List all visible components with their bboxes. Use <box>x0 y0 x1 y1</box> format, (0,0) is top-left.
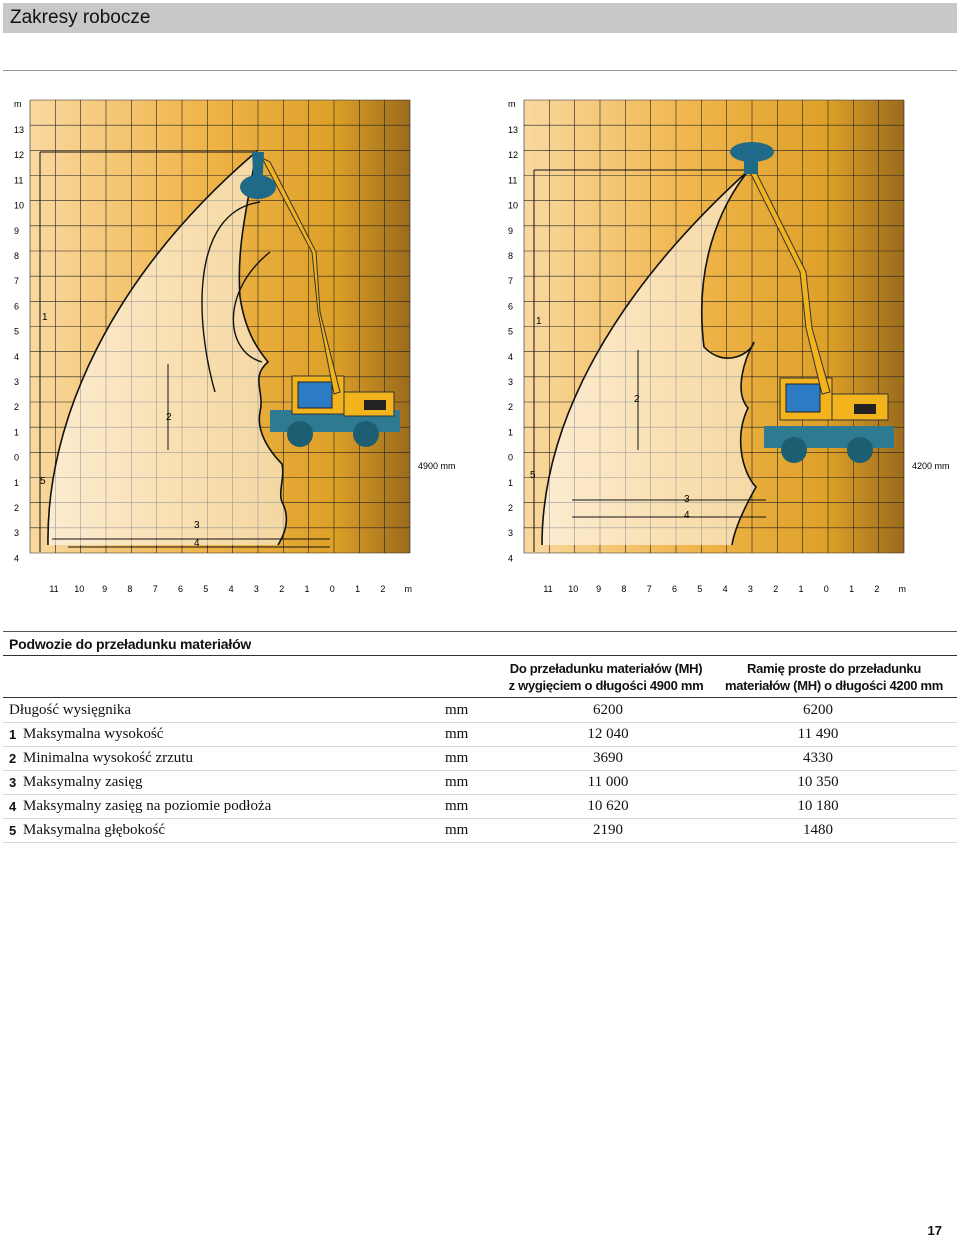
x-tick-label: 7 <box>152 584 158 594</box>
x-tick-label: 8 <box>621 584 627 594</box>
y-tick-label: 5 <box>14 326 20 337</box>
y-tick-label: 13 <box>14 125 25 135</box>
value-curved-boom: 3690 <box>593 750 623 766</box>
x-tick-label: 3 <box>253 584 259 594</box>
value-straight-boom: 10 350 <box>797 774 839 790</box>
table-row <box>3 772 957 795</box>
x-tick-label: 6 <box>177 584 184 594</box>
x-tick-label: 1 <box>355 584 361 594</box>
x-tick-label: 9 <box>102 584 108 594</box>
marker-2: 2 <box>166 412 172 423</box>
marker-1: 1 <box>42 312 48 323</box>
y-tick-label: 9 <box>508 225 514 236</box>
working-range-diagram-curved-boom <box>0 92 470 609</box>
marker-4: 4 <box>684 510 690 521</box>
column-header-curved-boom <box>496 660 716 694</box>
value-curved-boom: 2190 <box>593 822 623 838</box>
x-tick-label: 9 <box>596 584 602 594</box>
y-tick-label: 0 <box>508 452 514 463</box>
x-tick-label: 11 <box>543 584 553 594</box>
x-tick-label: 2 <box>874 584 880 594</box>
y-axis-labels <box>508 99 518 563</box>
row-divider <box>3 722 957 723</box>
value-straight-boom: 6200 <box>803 702 833 718</box>
column-header-line: materiałów (MH) o długości 4200 mm <box>724 678 944 693</box>
divider <box>3 70 957 71</box>
value-curved-boom: 10 620 <box>587 798 629 814</box>
row-label: Maksymalna głębokość <box>23 822 166 838</box>
y-tick-label: 3 <box>508 377 514 387</box>
x-axis-labels <box>543 584 906 594</box>
column-header-straight-boom <box>720 660 948 694</box>
y-tick-label: 1 <box>14 427 20 438</box>
y-tick-label: 8 <box>508 251 514 261</box>
row-divider <box>3 746 957 747</box>
y-tick-label: 11 <box>508 175 518 186</box>
y-tick-label: 9 <box>14 225 20 236</box>
x-tick-label: 4 <box>228 584 234 594</box>
x-tick-label: 5 <box>697 584 703 594</box>
row-unit: mm <box>445 726 469 742</box>
page-title: Zakresy robocze <box>10 7 151 28</box>
working-range-diagram-straight-boom <box>494 92 960 609</box>
y-tick-label: 0 <box>14 452 20 463</box>
divider <box>3 697 957 698</box>
y-axis-unit: m <box>14 99 22 109</box>
y-tick-label: 12 <box>14 150 25 161</box>
row-number: 3 <box>9 775 17 790</box>
row-unit: mm <box>445 774 469 790</box>
row-unit: mm <box>445 702 469 718</box>
y-tick-label: 12 <box>508 150 519 161</box>
y-tick-label: 4 <box>14 351 20 362</box>
row-divider <box>3 770 957 771</box>
row-divider <box>3 818 957 819</box>
x-tick-label: 0 <box>823 584 829 594</box>
row-label: Minimalna wysokość zrzutu <box>23 750 193 766</box>
marker-1: 1 <box>536 316 542 327</box>
x-tick-label: 1 <box>798 584 804 594</box>
row-unit: mm <box>445 822 469 838</box>
y-tick-label: 6 <box>508 301 514 312</box>
y-tick-label: 3 <box>508 528 514 539</box>
x-tick-label: 3 <box>747 584 753 594</box>
x-tick-label: 0 <box>329 584 335 594</box>
y-tick-label: 3 <box>14 377 20 387</box>
value-straight-boom: 1480 <box>803 822 833 838</box>
y-tick-label: 2 <box>508 503 514 513</box>
row-unit: mm <box>445 798 469 814</box>
divider <box>3 631 957 632</box>
x-tick-label: 4 <box>722 584 728 594</box>
y-tick-label: 3 <box>14 528 20 539</box>
y-tick-label: 1 <box>508 427 514 438</box>
page-number: 17 <box>927 1223 942 1238</box>
row-label: Maksymalna wysokość <box>23 726 164 742</box>
table-row <box>3 796 957 819</box>
y-axis-labels <box>14 99 24 563</box>
marker-2: 2 <box>634 394 640 405</box>
x-tick-label: 7 <box>646 584 652 594</box>
divider <box>3 655 957 656</box>
boom-length-label: 4200 mm <box>912 461 950 471</box>
table-row <box>3 700 957 723</box>
y-tick-label: 11 <box>14 175 24 186</box>
y-tick-label: 8 <box>14 251 20 261</box>
y-tick-label: 4 <box>508 351 514 362</box>
y-tick-label: 1 <box>14 477 20 488</box>
y-tick-label: 4 <box>508 553 514 564</box>
x-tick-label: 1 <box>849 584 855 594</box>
x-tick-label: m <box>898 584 906 594</box>
y-tick-label: 1 <box>508 477 514 488</box>
marker-3: 3 <box>684 494 690 505</box>
title-bar <box>3 3 957 33</box>
marker-5: 5 <box>40 476 46 487</box>
y-axis-unit: m <box>508 99 516 109</box>
row-number: 2 <box>9 751 17 766</box>
value-curved-boom: 11 000 <box>587 774 629 790</box>
value-straight-boom: 10 180 <box>797 798 839 814</box>
y-tick-label: 2 <box>14 503 20 513</box>
table-row <box>3 820 957 843</box>
y-tick-label: 5 <box>508 326 514 337</box>
y-tick-label: 7 <box>508 276 514 287</box>
x-tick-label: 6 <box>671 584 678 594</box>
row-label: Długość wysięgnika <box>9 702 132 718</box>
row-number: 4 <box>9 799 17 814</box>
value-straight-boom: 4330 <box>803 750 833 766</box>
row-label: Maksymalny zasięg na poziomie podłoża <box>23 798 272 814</box>
y-tick-label: 2 <box>508 402 514 413</box>
x-tick-label: 10 <box>568 584 579 594</box>
row-divider <box>3 794 957 795</box>
row-unit: mm <box>445 750 469 766</box>
y-tick-label: 7 <box>14 276 20 287</box>
diagram-canvas <box>0 92 470 604</box>
x-tick-label: 2 <box>773 584 779 594</box>
table-row <box>3 748 957 771</box>
row-label: Maksymalny zasięg <box>23 774 143 790</box>
y-tick-label: 4 <box>14 553 20 564</box>
marker-4: 4 <box>194 538 200 549</box>
boom-length-label: 4900 mm <box>418 461 456 471</box>
value-curved-boom: 12 040 <box>587 726 629 742</box>
x-tick-label: 2 <box>279 584 285 594</box>
marker-5: 5 <box>530 470 536 481</box>
y-tick-label: 13 <box>508 125 519 135</box>
x-tick-label: m <box>404 584 412 594</box>
y-tick-label: 6 <box>14 301 20 312</box>
x-tick-label: 10 <box>74 584 85 594</box>
x-tick-label: 8 <box>127 584 133 594</box>
y-tick-label: 2 <box>14 402 20 413</box>
x-axis-labels <box>49 584 412 594</box>
x-tick-label: 1 <box>304 584 310 594</box>
y-tick-label: 10 <box>14 200 25 211</box>
row-number: 1 <box>9 727 17 742</box>
x-tick-label: 11 <box>49 584 59 594</box>
x-tick-label: 2 <box>380 584 386 594</box>
column-header-line: Ramię proste do przeładunku <box>747 661 921 676</box>
marker-3: 3 <box>194 520 200 531</box>
value-curved-boom: 6200 <box>593 702 623 718</box>
diagram-canvas <box>494 92 960 604</box>
x-tick-label: 5 <box>203 584 209 594</box>
column-header-line: z wygięciem o długości 4900 mm <box>508 678 704 693</box>
value-straight-boom: 11 490 <box>797 726 839 742</box>
table-row <box>3 724 957 747</box>
column-header-line: Do przeładunku materiałów (MH) <box>509 661 703 676</box>
section-title: Podwozie do przeładunku materiałów <box>9 636 252 652</box>
row-number: 5 <box>9 823 17 838</box>
row-divider <box>3 842 957 843</box>
y-tick-label: 10 <box>508 200 519 211</box>
